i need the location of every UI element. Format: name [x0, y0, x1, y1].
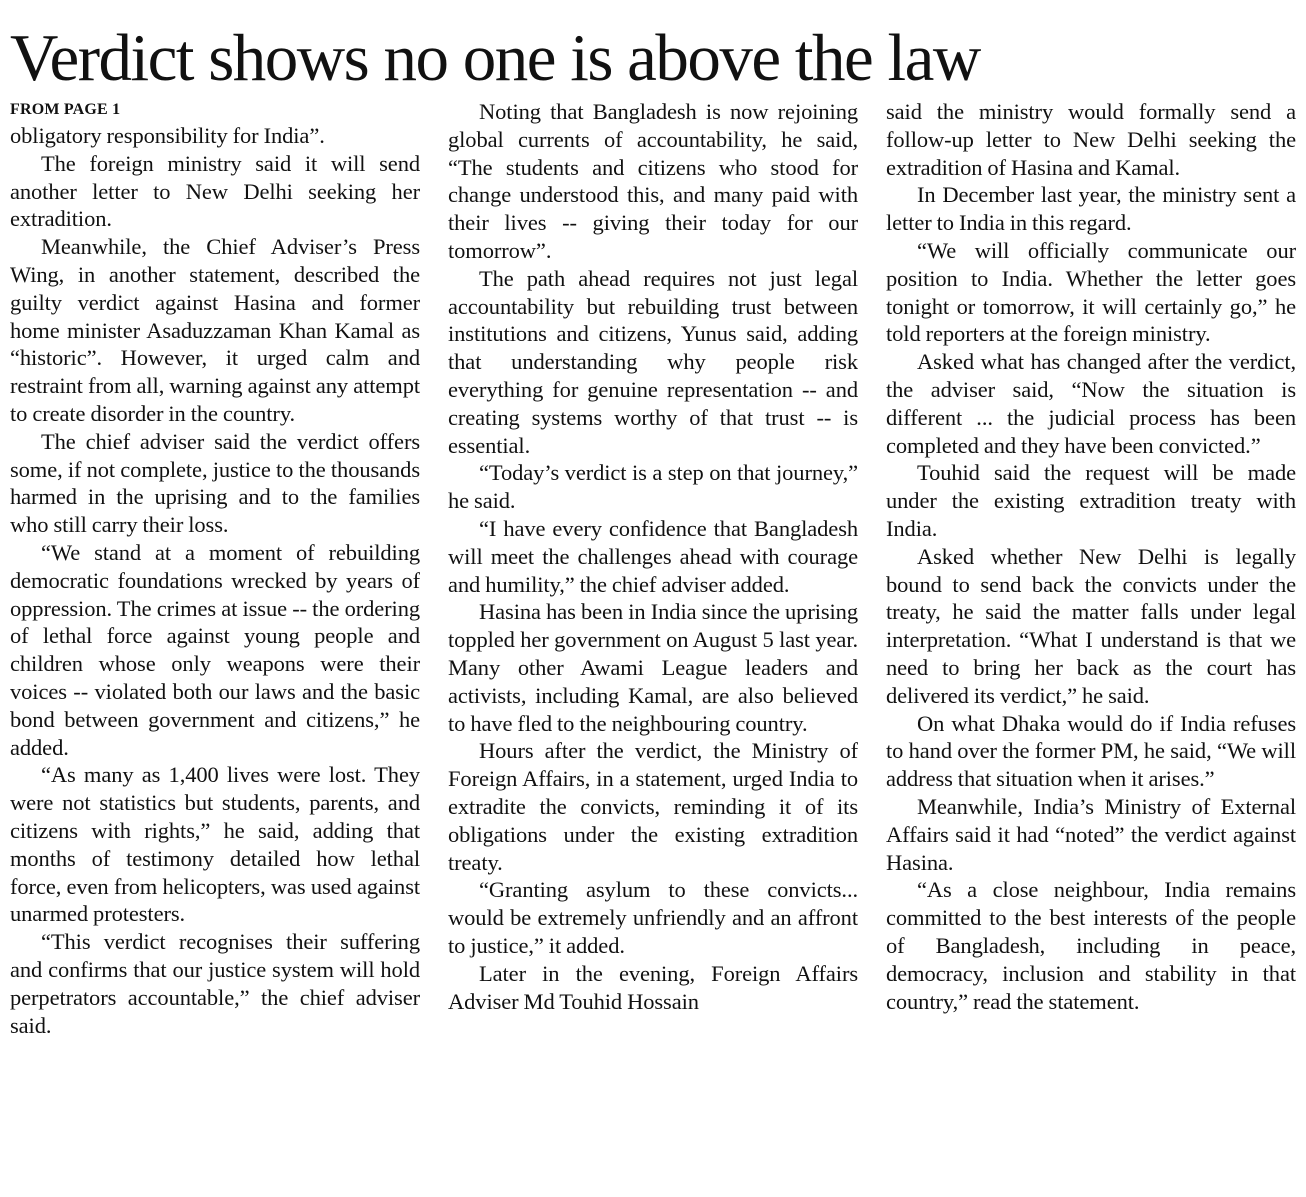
- paragraph: On what Dhaka would do if India refuses to hand over the former PM, he said, “We will address that situation when it arises.”: [886, 710, 1296, 792]
- paragraph: Meanwhile, India’s Ministry of External Affairs said it had “noted” the verdict against Hasina.: [886, 793, 1296, 875]
- article-body: [10, 98, 1296, 1193]
- paragraph: Meanwhile, the Chief Adviser’s Press Wing, in another statement, described the guilty verdict against Hasina and former home minister Asaduzzaman Khan Kamal as “historic”. However, it urged calm and restraint from all, warning against any attempt to create disorder in the country.: [10, 234, 420, 426]
- paragraph: The chief adviser said the verdict offers some, if not complete, justice to the thousands harmed in the uprising and to the families who still carry their loss.: [10, 428, 420, 538]
- paragraph: In December last year, the ministry sent a letter to India in this regard.: [886, 182, 1296, 236]
- paragraph: “Today’s verdict is a step on that journey,” he said.: [448, 460, 858, 514]
- paragraph: “We will officially communicate our position to India. Whether the letter goes tonight or tomorrow, it will certainly go,” he told reporters at the foreign ministry.: [886, 237, 1296, 347]
- paragraph: The foreign ministry said it will send another letter to New Delhi seeking her extradition.: [10, 150, 420, 232]
- paragraph: “As a close neighbour, India remains committed to the best interests of the people of Bangladesh, including in peace, democracy, inclusion and stability in that country,” read the statement.: [886, 877, 1296, 1014]
- paragraph: Touhid said the request will be made under the existing extradition treaty with India.: [886, 460, 1296, 541]
- paragraph: Hasina has been in India since the uprising toppled her government on August 5 last year. Many other Awami League leaders and activists, including Kamal, are also believed to have fled to the neighbouring country.: [448, 599, 858, 736]
- paragraph: “We stand at a moment of rebuilding democratic foundations wrecked by years of oppression. The crimes at issue -- the ordering of lethal force against young people and children whose only weapons were their voices -- violated both our laws and the basic bond between government and citizens,” he added.: [10, 539, 420, 760]
- paragraph: “This verdict recognises their suffering and confirms that our justice system will hold perpetrators accountable,” the chief adviser said.: [10, 929, 420, 1038]
- paragraph: Asked what has changed after the verdict, the adviser said, “Now the situation is different ... the judicial process has been completed and they have been convicted.”: [886, 349, 1296, 458]
- jump-kicker: FROM PAGE 1: [10, 101, 121, 118]
- paragraph: Noting that Bangladesh is now rejoining global currents of accountability, he said, “The students and citizens who stood for change understood this, and many paid with their lives -- giving their today for our tomorrow”.: [448, 99, 858, 263]
- paragraph: Asked whether New Delhi is legally bound to send back the convicts under the treaty, he said the matter falls under legal interpretation. “What I understand is that we need to bring her back as the court has delivered its verdict,” he said.: [886, 543, 1296, 708]
- article-column-2: [448, 98, 858, 1193]
- article-column-1: [10, 98, 420, 1193]
- paragraph: The path ahead requires not just legal accountability but rebuilding trust between institutions and citizens, Yunus said, adding that understanding why people risk everything for genuine representation -- and creating systems worthy of that trust -- is essential.: [448, 265, 858, 458]
- paragraph: Hours after the verdict, the Ministry of Foreign Affairs, in a statement, urged India to extradite the convicts, reminding it of its obligations under the existing extradition treaty.: [448, 738, 858, 875]
- headline: Verdict shows no one is above the law: [10, 21, 980, 95]
- paragraph: obligatory responsibility for India”.: [10, 123, 325, 148]
- article-column-3: [886, 98, 1296, 1193]
- paragraph: said the ministry would formally send a follow-up letter to New Delhi seeking the extradition of Hasina and Kamal.: [886, 99, 1296, 180]
- paragraph: “I have every confidence that Bangladesh will meet the challenges ahead with courage and humility,” the chief adviser added.: [448, 515, 858, 597]
- paragraph: “Granting asylum to these convicts... would be extremely unfriendly and an affront to justice,” it added.: [448, 877, 858, 958]
- paragraph: “As many as 1,400 lives were lost. They were not statistics but students, parents, and citizens with rights,” he said, adding that months of testimony detailed how lethal force, even from helicopters, was used against unarmed protesters.: [10, 762, 420, 927]
- paragraph: Later in the evening, Foreign Affairs Adviser Md Touhid Hossain: [448, 960, 858, 1014]
